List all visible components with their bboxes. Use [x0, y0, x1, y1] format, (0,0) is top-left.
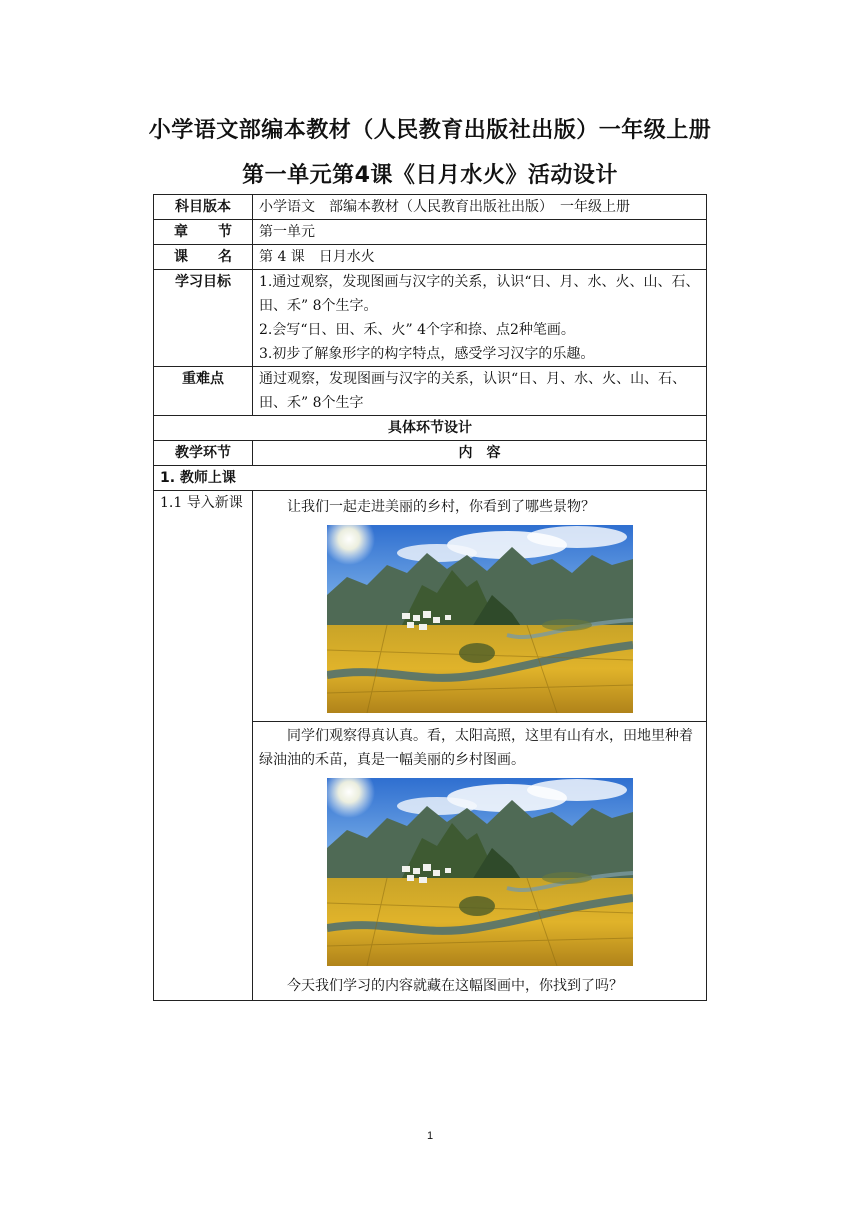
key-points-label: 重难点 [154, 367, 253, 416]
document-title-line-1: 小学语文部编本教材（人民教育出版社出版）一年级上册 [148, 118, 712, 143]
goals-label: 学习目标 [154, 270, 253, 367]
block2-after-text: 今天我们学习的内容就藏在这幅图画中，你找到了吗？ [287, 978, 623, 994]
goal-item: 3.初步了解象形字的构字特点，感受学习汉字的乐趣。 [259, 346, 595, 362]
step1-1-block1 [253, 491, 707, 722]
lesson-label: 课 名 [154, 245, 253, 270]
column-header-content: 内 容 [253, 441, 707, 466]
key-points-value: 通过观察，发现图画与汉字的关系，认识“日、月、水、火、山、石、田、禾” 8个生字 [253, 367, 707, 416]
row-key-points [154, 367, 707, 416]
village-landscape-image [327, 525, 633, 713]
page-number: 1 [426, 1130, 434, 1142]
chapter-value: 第一单元 [253, 220, 707, 245]
row-goals [154, 270, 707, 367]
goal-item: 2.会写“日、田、禾、火” 4个字和捺、点2种笔画。 [259, 322, 575, 338]
row-subject [154, 195, 707, 220]
lesson-value: 第 4 课 日月水火 [253, 245, 707, 270]
row-step1-1-block1 [154, 491, 707, 722]
block1-text: 让我们一起走进美丽的乡村，你看到了哪些景物？ [287, 499, 595, 515]
row-chapter [154, 220, 707, 245]
step1-1-label: 1.1 导入新课 [154, 491, 253, 1001]
step1-1-block2 [253, 722, 707, 1001]
section-header: 具体环节设计 [154, 416, 707, 441]
row-column-headers [154, 441, 707, 466]
column-header-stage: 教学环节 [154, 441, 253, 466]
lesson-design-table [153, 194, 707, 1001]
subject-label: 科目版本 [154, 195, 253, 220]
village-landscape-image-2 [327, 778, 633, 966]
row-lesson [154, 245, 707, 270]
goal-item: 1.通过观察，发现图画与汉字的关系，认识“日、月、水、火、山、石、田、禾” 8个生字。 [259, 274, 700, 314]
row-section-header [154, 416, 707, 441]
block2-text: 同学们观察得真认真。看，太阳高照，这里有山有水，田地里种着绿油油的禾苗，真是一幅美丽的乡村图画。 [259, 728, 693, 768]
step1-header: 1. 教师上课 [154, 466, 707, 491]
row-step1-header [154, 466, 707, 491]
document-title-line-2: 第一单元第4课《日月水火》活动设计 [242, 163, 618, 188]
subject-value: 小学语文 部编本教材（人民教育出版社出版） 一年级上册 [253, 195, 707, 220]
goals-value [253, 270, 707, 367]
chapter-label: 章 节 [154, 220, 253, 245]
